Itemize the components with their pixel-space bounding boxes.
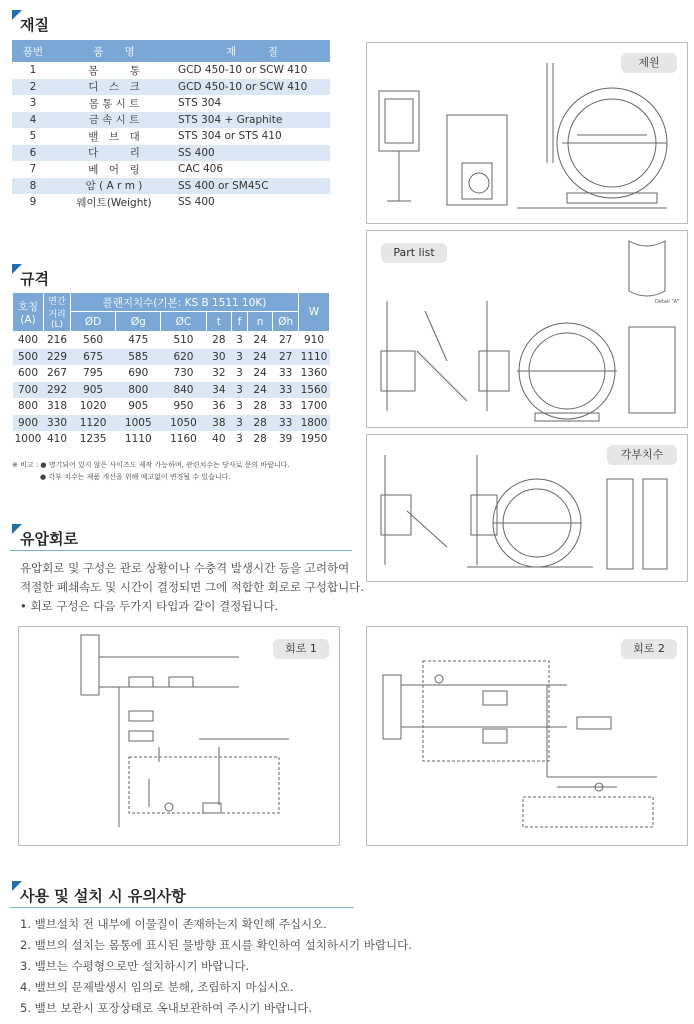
mat-cell-name: 밸 브 대 <box>88 130 140 143</box>
mat-cell-no: 4 <box>12 112 54 129</box>
spec-cell: 267 <box>46 367 68 380</box>
spec-cell: 1110 <box>299 349 330 366</box>
spec-cell: 1110 <box>124 433 152 446</box>
spec-cell: 3 <box>236 400 243 413</box>
mat-cell-name: 다 리 <box>54 145 174 162</box>
spec-cell: 800 <box>17 400 39 413</box>
spec-cell: 585 <box>116 349 161 366</box>
mat-cell-name: 디 스 크 <box>54 79 174 96</box>
spec-table <box>12 292 330 448</box>
spec-cell: 795 <box>83 367 104 380</box>
materials-row <box>12 112 330 129</box>
spec-cell: 600 <box>17 367 39 380</box>
spec-cell: 3 <box>236 433 243 446</box>
spec-cell: 1005 <box>116 415 161 432</box>
spec-cell: 1360 <box>300 367 328 380</box>
materials-row <box>12 161 330 178</box>
spec-cell: 36 <box>212 400 226 413</box>
caution-item-2: 2. 밸브의 설치는 몸통에 표시된 물방향 표시를 확인하여 설치하시기 바랍니다. <box>20 938 412 952</box>
spec-cell: 840 <box>161 382 206 399</box>
mat-cell-material: STS 304 + Graphite <box>174 112 330 129</box>
spec-cell: 33 <box>273 415 299 432</box>
spec-cell: 690 <box>128 367 149 380</box>
spec-cell: 24 <box>247 349 273 366</box>
spec-col-h: Øh <box>273 312 299 332</box>
spec-cell: 400 <box>17 334 39 347</box>
spec-cell: 560 <box>83 334 104 347</box>
spec-cell: 1160 <box>170 433 197 446</box>
spec-note-1: ※ 비고 : ● 명기되어 있지 않은 사이즈도 제작 가능하며, 관련치수는 당사로 문의 바랍니다. <box>12 461 290 469</box>
spec-cell: 905 <box>128 400 149 413</box>
caution-item-4: 4. 밸브의 문제발생시 임의로 분해, 조립하지 마십시오. <box>20 980 294 994</box>
spec-col-n: n <box>247 312 273 332</box>
spec-cell: 229 <box>44 349 71 366</box>
spec-cell: 33 <box>278 367 293 380</box>
mat-cell-name: 암 ( A r m ) <box>54 178 174 195</box>
materials-row <box>12 178 330 195</box>
spec-cell: 950 <box>173 400 194 413</box>
mat-cell-no: 6 <box>12 145 54 162</box>
spec-cell: 1800 <box>299 415 330 432</box>
circuit-panel-1 <box>18 626 340 846</box>
mat-cell-name: 베 어 링 <box>88 163 140 176</box>
hydraulic-para-1: 유압회로 및 구성은 관로 상황이나 수충격 발생시간 등을 고려하여 <box>20 561 350 575</box>
spec-cell: 27 <box>278 334 293 347</box>
drawing-panel-dimensions <box>366 434 688 582</box>
mat-cell-material: SS 400 or SM45C <box>174 178 330 195</box>
spec-cell: 3 <box>232 382 248 399</box>
spec-col-f: f <box>232 312 248 332</box>
spec-cell: 700 <box>13 382 44 399</box>
spec-cell: 900 <box>13 415 44 432</box>
spec-header-size: 호칭 (A) <box>13 293 44 332</box>
materials-row <box>12 79 330 96</box>
spec-cell: 620 <box>161 349 206 366</box>
mat-cell-no: 1 <box>29 64 37 77</box>
spec-cell: 1050 <box>161 415 206 432</box>
hydraulic-title: 유압회로 <box>12 528 78 549</box>
spec-cell: 1700 <box>300 400 328 413</box>
drawing-label-dimensions: 각부치수 <box>607 445 677 465</box>
detail-a-label: Detail "A" <box>655 299 680 305</box>
spec-title: 규격 <box>12 268 49 289</box>
spec-cell: 1560 <box>299 382 330 399</box>
caution-item-5: 5. 밸브 보관시 포장상태로 옥내보관하여 주시기 바랍니다. <box>20 1001 313 1015</box>
spec-cell: 675 <box>71 349 116 366</box>
materials-row <box>12 62 330 79</box>
spec-row <box>13 349 330 366</box>
spec-cell: 800 <box>116 382 161 399</box>
spec-col-d: ØD <box>71 312 116 332</box>
materials-row <box>12 95 330 112</box>
mat-cell-material: STS 304 <box>178 97 222 110</box>
spec-note-2: ● 각부 치수는 제품 개선을 위해 예고없이 변경될 수 있습니다. <box>40 473 231 481</box>
materials-table <box>12 40 330 211</box>
spec-cell: 3 <box>236 367 243 380</box>
spec-cell: 410 <box>46 433 68 446</box>
mat-cell-name: 몸 통 <box>88 64 140 77</box>
mat-header-no: 품번 <box>12 40 54 62</box>
spec-cell: 34 <box>206 382 232 399</box>
mat-cell-name: 웨이트(Weight) <box>76 196 152 209</box>
spec-cell: 40 <box>212 433 226 446</box>
spec-cell: 33 <box>278 400 293 413</box>
spec-cell: 292 <box>44 382 71 399</box>
mat-cell-no: 2 <box>12 79 54 96</box>
mat-cell-material: GCD 450-10 or SCW 410 <box>178 64 308 77</box>
spec-row <box>13 431 330 448</box>
mat-cell-material: STS 304 or STS 410 <box>178 130 282 143</box>
spec-cell: 510 <box>173 334 194 347</box>
spec-cell: 28 <box>247 415 273 432</box>
hydraulic-para-2: 적절한 폐쇄속도 및 시간이 결정되면 그에 적합한 회로로 구성합니다. <box>20 580 364 594</box>
spec-col-g: Øg <box>116 312 161 332</box>
spec-row <box>13 382 330 399</box>
spec-cell: 24 <box>247 382 273 399</box>
mat-cell-no: 9 <box>29 196 37 209</box>
circuit-panel-2 <box>366 626 688 846</box>
materials-title: 재질 <box>12 14 49 35</box>
spec-cell: 3 <box>232 349 248 366</box>
materials-row <box>12 145 330 162</box>
mat-header-name: 품 명 <box>54 40 174 62</box>
mat-cell-no: 7 <box>29 163 37 176</box>
caution-divider <box>10 907 354 908</box>
spec-cell: 39 <box>278 433 293 446</box>
spec-cell: 318 <box>46 400 68 413</box>
spec-cell: 33 <box>273 382 299 399</box>
mat-cell-material: CAC 406 <box>178 163 224 176</box>
spec-cell: 27 <box>273 349 299 366</box>
spec-cell: 1120 <box>71 415 116 432</box>
hydraulic-circuit-1-diagram <box>19 627 339 845</box>
drawing-panel-partlist <box>366 230 688 428</box>
circuit-label-2: 회로 2 <box>621 639 677 659</box>
hydraulic-divider <box>10 550 352 551</box>
spec-cell: 1235 <box>79 433 107 446</box>
caution-item-1: 1. 밸브설치 전 내부에 이물질이 존재하는지 확인해 주십시오. <box>20 917 327 931</box>
mat-cell-no: 5 <box>29 130 37 143</box>
materials-row <box>12 128 330 145</box>
spec-row <box>13 365 330 382</box>
hydraulic-circuit-2-diagram <box>367 627 687 845</box>
spec-col-c: ØC <box>161 312 206 332</box>
mat-cell-name: 금 속 시 트 <box>54 112 174 129</box>
spec-cell: 1020 <box>79 400 107 413</box>
mat-cell-material: SS 400 <box>178 196 215 209</box>
caution-title: 사용 및 설치 시 유의사항 <box>12 885 186 906</box>
drawing-label-overview: 제원 <box>621 53 677 73</box>
spec-cell: 30 <box>206 349 232 366</box>
spec-cell: 28 <box>253 400 267 413</box>
spec-cell: 330 <box>44 415 71 432</box>
caution-item-3: 3. 밸브는 수평형으로만 설치하시기 바랍니다. <box>20 959 250 973</box>
mat-cell-no: 3 <box>29 97 37 110</box>
spec-cell: 910 <box>303 334 325 347</box>
drawing-label-partlist: Part list <box>381 243 447 263</box>
spec-row <box>13 332 330 349</box>
spec-cell: 475 <box>128 334 149 347</box>
spec-cell: 3 <box>236 334 243 347</box>
spec-cell: 24 <box>253 367 267 380</box>
mat-cell-name: 몸 통 시 트 <box>88 97 140 110</box>
mat-cell-no: 8 <box>12 178 54 195</box>
hydraulic-para-3: • 회로 구성은 다음 두가지 타입과 같이 결정됩니다. <box>20 599 279 613</box>
spec-header-w: W <box>299 293 330 332</box>
circuit-label-1: 회로 1 <box>273 639 329 659</box>
spec-cell: 3 <box>232 415 248 432</box>
mat-header-material: 재 질 <box>174 40 330 62</box>
drawing-panel-overview <box>366 42 688 224</box>
spec-row <box>13 398 330 415</box>
materials-row <box>12 194 330 211</box>
mat-cell-material: GCD 450-10 or SCW 410 <box>174 79 330 96</box>
spec-header-flange: 플랜지치수(기본: KS B 1511 10K) <box>71 293 299 312</box>
spec-cell: 500 <box>13 349 44 366</box>
spec-cell: 24 <box>253 334 267 347</box>
spec-col-t: t <box>206 312 232 332</box>
spec-cell: 28 <box>253 433 267 446</box>
spec-cell: 1950 <box>300 433 328 446</box>
spec-row <box>13 415 330 432</box>
spec-cell: 1000 <box>14 433 42 446</box>
spec-cell: 905 <box>71 382 116 399</box>
spec-cell: 32 <box>212 367 226 380</box>
spec-cell: 38 <box>206 415 232 432</box>
spec-cell: 28 <box>212 334 226 347</box>
mat-cell-material: SS 400 <box>174 145 330 162</box>
spec-header-length: 면간 거리 (L) <box>44 293 71 332</box>
spec-cell: 730 <box>173 367 194 380</box>
spec-cell: 216 <box>46 334 68 347</box>
